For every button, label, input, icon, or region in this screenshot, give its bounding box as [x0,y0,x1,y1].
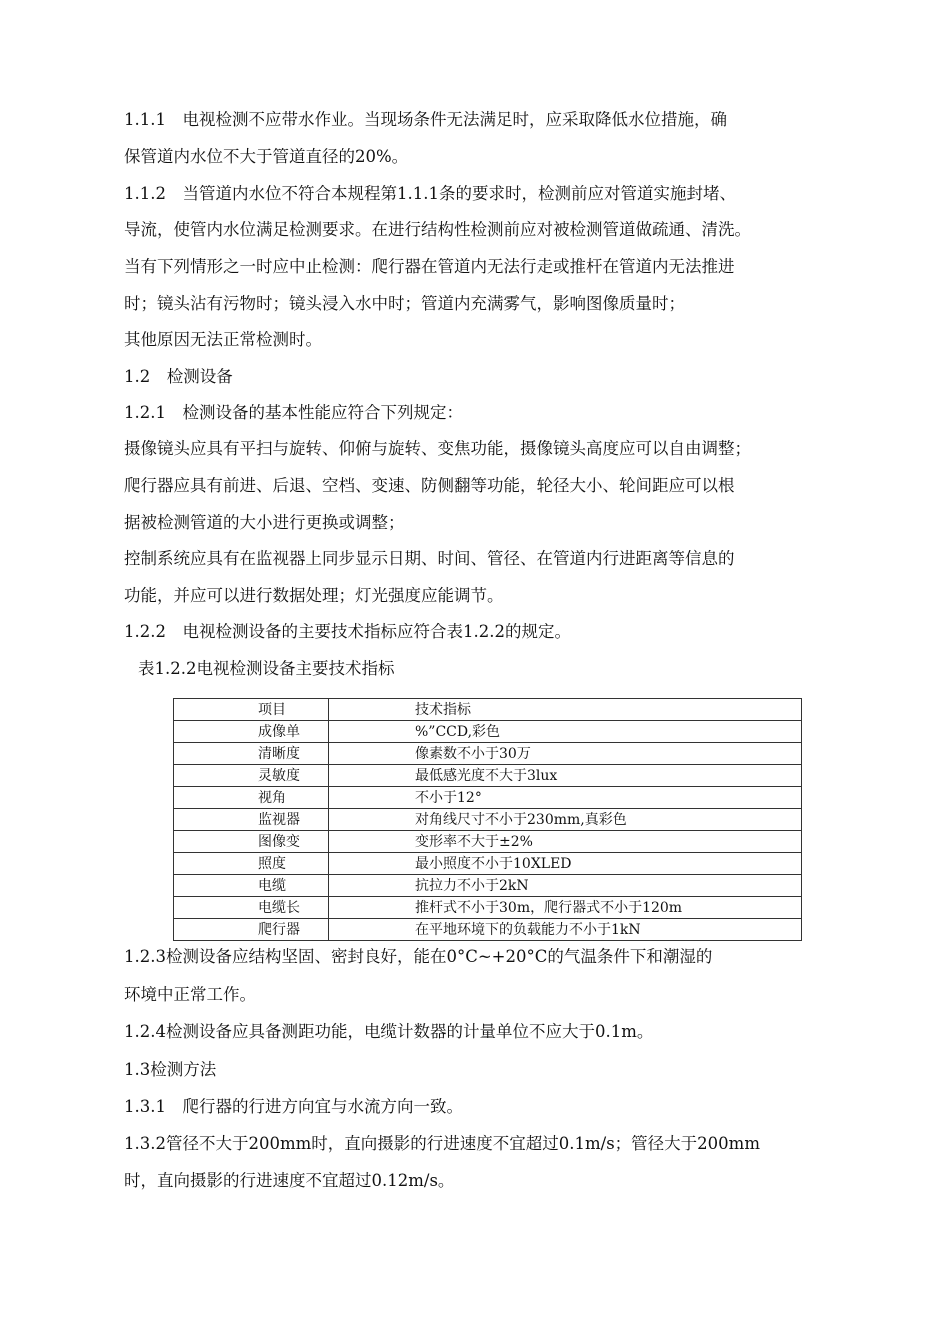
paragraph-line: 1.2.2 电视检测设备的主要技术指标应符合表1.2.2的规定。 [124,622,571,641]
table-cell: 像素数不小于30万 [329,743,802,765]
table-row [174,897,802,919]
paragraph-line: 据被检测管道的大小进行更换或调整； [124,513,405,532]
table-row [174,875,802,897]
table-cell: 清晰度 [174,743,329,765]
table-header-cell: 项目 [174,699,329,721]
table-cell: 电缆 [174,875,329,897]
table-cell: 抗拉力不小于2kN [329,875,802,897]
paragraph-line: 保管道内水位不大于管道直径的20%。 [124,147,409,166]
table-cell: 最低感光度不大于3lux [329,765,802,787]
table-cell: 照度 [174,853,329,875]
paragraph-line: 时，直向摄影的行进速度不宜超过0.12m/s。 [124,1171,455,1190]
paragraph-line: 当有下列情形之一时应中止检测：爬行器在管道内无法行走或推杆在管道内无法推进 [124,257,735,276]
paragraph-line: 1.2.3检测设备应结构坚固、密封良好，能在0°C~+20°C的气温条件下和潮湿的 [124,947,713,966]
paragraph-line: 爬行器应具有前进、后退、空档、变速、防侧翻等功能，轮径大小、轮间距应可以根 [124,476,735,495]
paragraph-line: 摄像镜头应具有平扫与旋转、仰俯与旋转、变焦功能，摄像镜头高度应可以自由调整； [124,439,751,458]
paragraph-line: 1.2.1 检测设备的基本性能应符合下列规定： [124,403,463,422]
table-caption: 表1.2.2电视检测设备主要技术指标 [138,659,395,678]
table-cell: 成像单 [174,721,329,743]
paragraph-line: 时；镜头沾有污物时；镜头浸入水中时；管道内充满雾气，影响图像质量时； [124,294,685,313]
table-cell: 视角 [174,787,329,809]
paragraph-line: 1.1.2 当管道内水位不符合本规程第1.1.1条的要求时，检测前应对管道实施封堵、 [124,184,736,203]
table-cell: 对角线尺寸不小于230mm,真彩色 [329,809,802,831]
table-cell: 不小于12° [329,787,802,809]
table-row [174,765,802,787]
table-header-row [174,699,802,721]
table-row [174,787,802,809]
table-row [174,743,802,765]
paragraph-line: 1.3.1 爬行器的行进方向宜与水流方向一致。 [124,1097,463,1116]
table-header-cell: 技术指标 [329,699,802,721]
table-cell: 推杆式不小于30m，爬行器式不小于120m [329,897,802,919]
paragraph-line: 1.2.4检测设备应具备测距功能，电缆计数器的计量单位不应大于0.1m。 [124,1022,654,1041]
table-cell: 灵敏度 [174,765,329,787]
paragraph-line: 环境中正常工作。 [124,985,256,1004]
table-row [174,919,802,941]
table-cell: %”CCD,彩色 [329,721,802,743]
table-cell: 最小照度不小于10XLED [329,853,802,875]
spec-table [173,698,802,941]
table-row [174,809,802,831]
table-row [174,721,802,743]
paragraph-line: 1.1.1 电视检测不应带水作业。当现场条件无法满足时，应采取降低水位措施，确 [124,110,727,129]
table-row [174,853,802,875]
paragraph-line: 控制系统应具有在监视器上同步显示日期、时间、管径、在管道内行进距离等信息的 [124,549,735,568]
paragraph-line: 其他原因无法正常检测时。 [124,330,322,349]
paragraph-line: 导流，使管内水位满足检测要求。在进行结构性检测前应对被检测管道做疏通、清洗。 [124,220,751,239]
table-cell: 在平地环境下的负载能力不小于1kN [329,919,802,941]
table-cell: 电缆长 [174,897,329,919]
section-heading: 1.3检测方法 [124,1060,217,1079]
table-cell: 图像变 [174,831,329,853]
paragraph-line: 1.3.2管径不大于200mm时，直向摄影的行进速度不宜超过0.1m/s；管径大于200mm [124,1134,760,1153]
table-cell: 变形率不大于±2% [329,831,802,853]
table-cell: 监视器 [174,809,329,831]
table-row [174,831,802,853]
table-cell: 爬行器 [174,919,329,941]
section-heading: 1.2 检测设备 [124,367,233,386]
paragraph-line: 功能，并应可以进行数据处理；灯光强度应能调节。 [124,586,504,605]
